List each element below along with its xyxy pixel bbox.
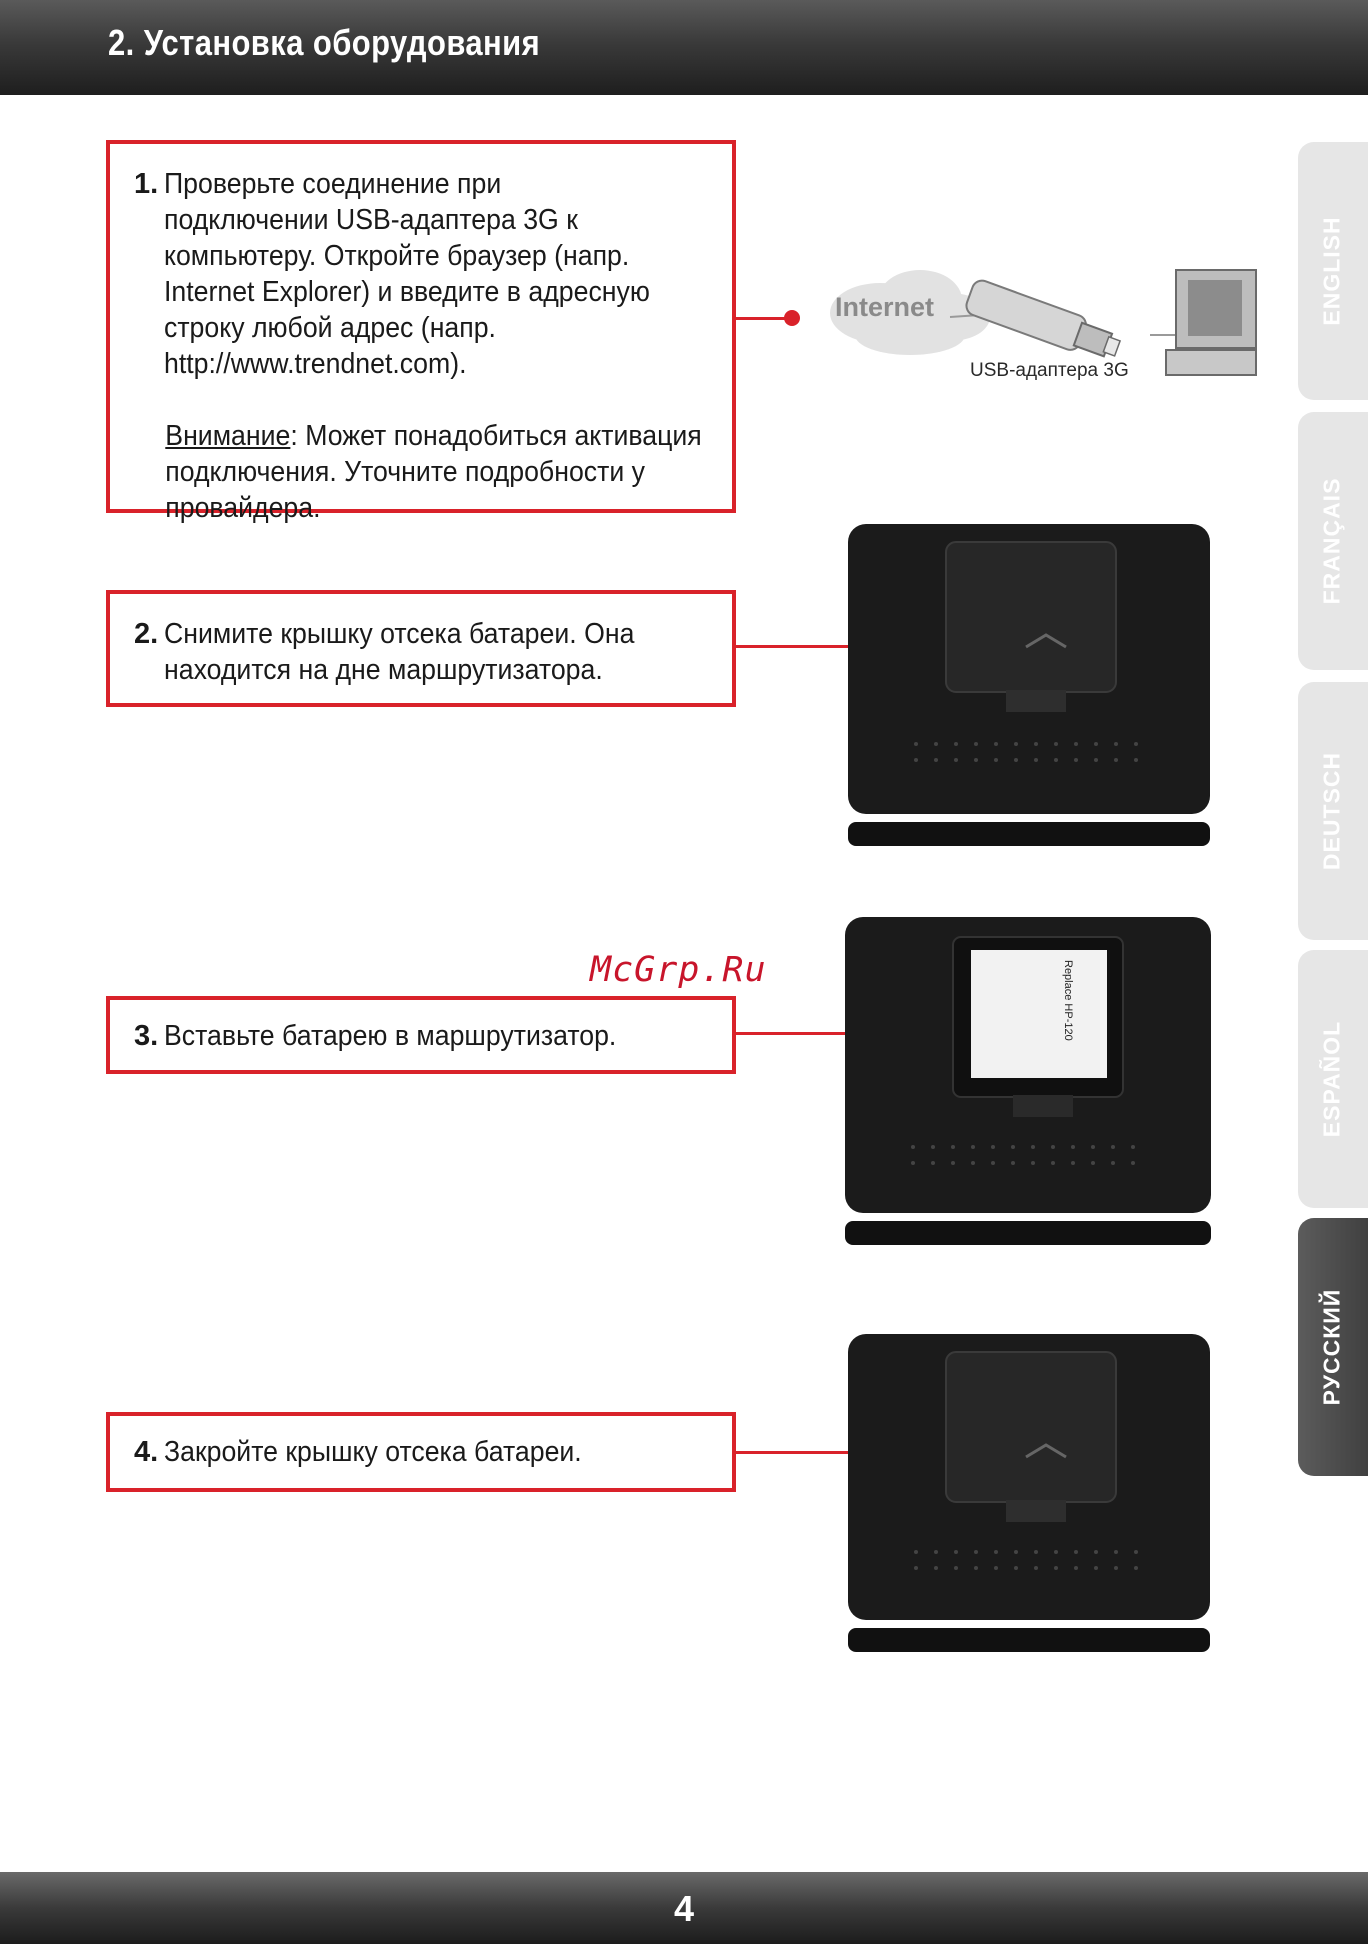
- tab-label: ESPAÑOL: [1318, 1020, 1345, 1138]
- page-number: 4: [673, 1888, 695, 1929]
- adapter-label: USB-адаптера 3G: [970, 360, 1129, 381]
- tab-russian[interactable]: [1298, 1218, 1368, 1476]
- cloud-label: Internet: [835, 292, 935, 322]
- section-title: 2. Установка оборудования: [108, 22, 541, 63]
- router-bottom-cover-closed: [846, 1332, 1216, 1654]
- step-number: 3.: [134, 1020, 159, 1052]
- tab-deutsch[interactable]: [1298, 682, 1368, 940]
- step-2-box: [106, 590, 736, 707]
- tab-english[interactable]: [1298, 142, 1368, 400]
- step-1-box: [106, 140, 736, 524]
- note-text: : Может понадобиться активация подключения. Уточните подробности у провайдера.: [165, 420, 702, 524]
- router-battery-inserted: [843, 915, 1217, 1249]
- step-3-box: [106, 996, 736, 1074]
- header-bar: [0, 0, 1368, 95]
- battery-label: Replace HP-120: [1062, 960, 1074, 1041]
- tab-espanol[interactable]: [1298, 950, 1368, 1208]
- tab-label: РУССКИЙ: [1318, 1288, 1345, 1406]
- step-text: Снимите крышку отсека батареи. Она находится на дне маршрутизатора.: [164, 618, 635, 686]
- tab-label: FRANÇAIS: [1318, 477, 1345, 605]
- step-text: Вставьте батарею в маршрутизатор.: [164, 1020, 617, 1052]
- step-number: 2.: [134, 618, 159, 650]
- computer-icon: [1166, 270, 1256, 375]
- router-bottom-cover-closed: [846, 522, 1216, 848]
- step-text: Проверьте соединение при подключении USB-адаптера 3G к компьютеру. Откройте браузер (напр. Internet Explorer) и введите в адресную строку любой адрес (напр. http://www.trendnet.com).: [164, 168, 650, 380]
- watermark: McGrp.Ru: [590, 950, 767, 990]
- step-note: [134, 418, 740, 526]
- note-label: Внимание: [165, 420, 291, 452]
- step-4-box: [106, 1412, 736, 1492]
- tab-francais[interactable]: [1298, 412, 1368, 670]
- footer-bar: [0, 1872, 1368, 1944]
- tab-label: DEUTSCH: [1318, 751, 1345, 871]
- step-number: 1.: [134, 168, 159, 200]
- tab-label: ENGLISH: [1318, 216, 1345, 326]
- connector-line: [736, 317, 790, 320]
- connector-dot: [784, 310, 800, 326]
- step-text: Закройте крышку отсека батареи.: [164, 1436, 582, 1468]
- step-number: 4.: [134, 1436, 159, 1468]
